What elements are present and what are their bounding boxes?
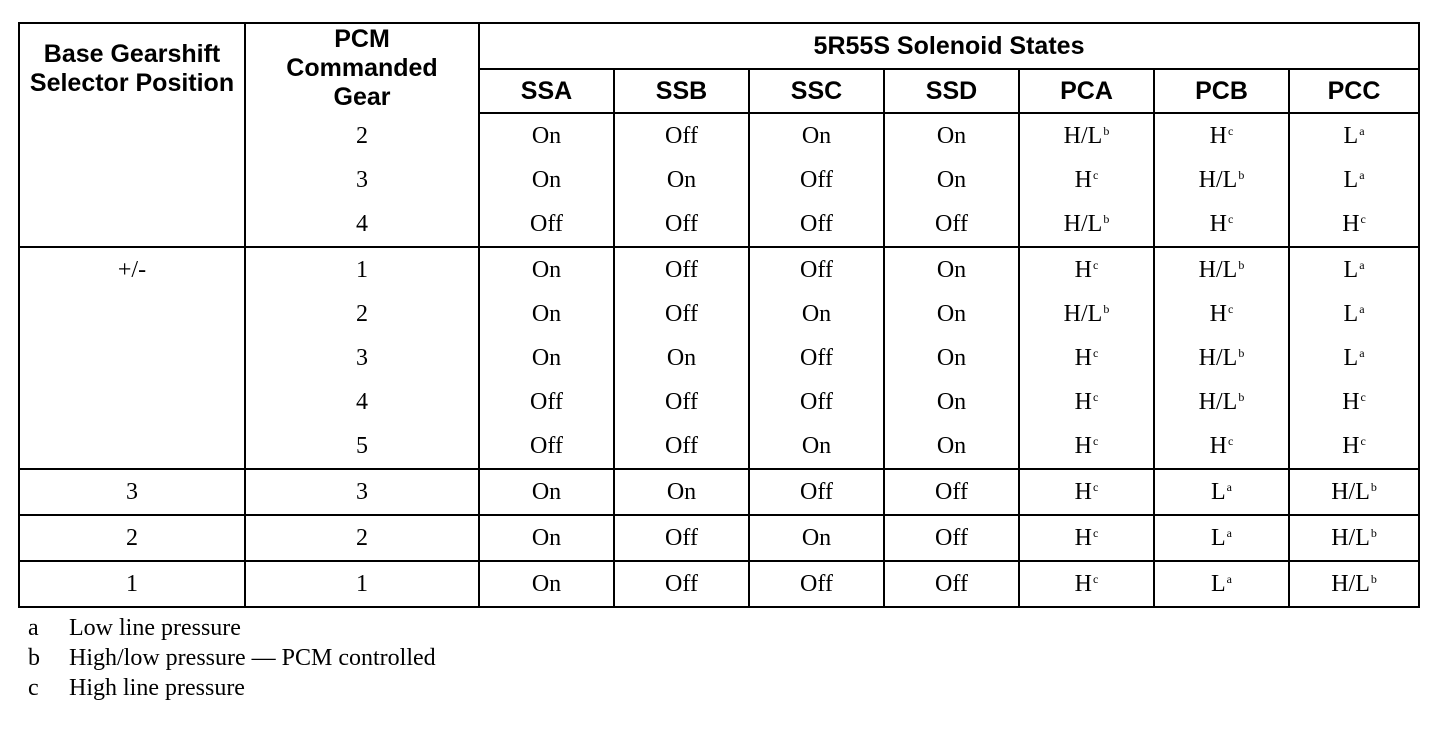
cell-ssd-state: On	[884, 424, 1019, 469]
footnote-marker: b	[1238, 258, 1245, 272]
cell-selector-position	[19, 113, 245, 158]
cell-commanded-gear: 2	[245, 292, 479, 336]
cell-ssc-state: On	[749, 515, 884, 561]
cell-ssa-state: On	[479, 469, 614, 515]
cell-ssd-state: On	[884, 113, 1019, 158]
cell-pcc-state: H$^c$	[1289, 202, 1419, 247]
table-row	[19, 113, 1419, 158]
cell-commanded-gear: 3	[245, 469, 479, 515]
header-ssa: SSA	[479, 69, 614, 113]
cell-ssb-state: Off	[614, 113, 749, 158]
cell-commanded-gear: 2	[245, 113, 479, 158]
cell-ssc-state: Off	[749, 469, 884, 515]
cell-ssa-state: Off	[479, 380, 614, 424]
cell-pcb-state: H$^c$	[1154, 113, 1289, 158]
cell-pcc-state: L$^a$	[1289, 292, 1419, 336]
footnote-text: High/low pressure — PCM controlled	[69, 645, 436, 671]
cell-pcb-state: H/L$^b$	[1154, 247, 1289, 292]
header-solenoid-states: 5R55S Solenoid States	[479, 23, 1419, 69]
table-row	[19, 469, 1419, 515]
cell-pcc-state: L$^a$	[1289, 247, 1419, 292]
cell-ssa-state: On	[479, 247, 614, 292]
cell-pca-state: H$^c$	[1019, 561, 1154, 607]
table-row	[19, 561, 1419, 607]
footnote-marker: c	[1093, 258, 1099, 272]
cell-pcc-state: H/L$^b$	[1289, 561, 1419, 607]
footnote-marker: a	[1226, 572, 1232, 586]
solenoid-states-table	[18, 22, 1420, 608]
footnote-marker: c	[1093, 346, 1099, 360]
footnote-marker: c	[1228, 124, 1234, 138]
cell-ssa-state: On	[479, 113, 614, 158]
table-row	[19, 380, 1419, 424]
cell-ssb-state: Off	[614, 380, 749, 424]
footnote-marker: c	[1360, 390, 1366, 404]
cell-ssd-state: On	[884, 336, 1019, 380]
cell-ssd-state: On	[884, 292, 1019, 336]
cell-ssc-state: Off	[749, 158, 884, 202]
cell-ssc-state: On	[749, 292, 884, 336]
cell-ssd-state: Off	[884, 561, 1019, 607]
cell-ssd-state: Off	[884, 202, 1019, 247]
cell-pcc-state: L$^a$	[1289, 336, 1419, 380]
footnote-marker: b	[1103, 124, 1110, 138]
footnote-item	[28, 673, 436, 703]
cell-commanded-gear: 3	[245, 158, 479, 202]
footnote-marker: a	[1226, 526, 1232, 540]
cell-pca-state: H/L$^b$	[1019, 202, 1154, 247]
cell-ssa-state: Off	[479, 424, 614, 469]
cell-ssb-state: On	[614, 158, 749, 202]
cell-selector-position	[19, 336, 245, 380]
footnote-marker: b	[1103, 302, 1110, 316]
cell-commanded-gear: 4	[245, 380, 479, 424]
cell-ssa-state: On	[479, 158, 614, 202]
footnote-marker: c	[1093, 390, 1099, 404]
footnote-marker: a	[1226, 480, 1232, 494]
cell-ssc-state: On	[749, 424, 884, 469]
cell-ssa-state: On	[479, 292, 614, 336]
cell-ssc-state: Off	[749, 380, 884, 424]
cell-ssb-state: Off	[614, 292, 749, 336]
cell-pcb-state: H$^c$	[1154, 292, 1289, 336]
cell-commanded-gear: 1	[245, 247, 479, 292]
header-ssc: SSC	[749, 69, 884, 113]
cell-ssd-state: On	[884, 380, 1019, 424]
cell-pca-state: H$^c$	[1019, 158, 1154, 202]
footnote-marker: b	[1370, 526, 1377, 540]
cell-selector-position	[19, 292, 245, 336]
table-row	[19, 292, 1419, 336]
footnote-marker: c	[1093, 572, 1099, 586]
table-row	[19, 424, 1419, 469]
table-body	[19, 113, 1419, 607]
footnote-marker: a	[1359, 258, 1365, 272]
footnotes	[28, 613, 436, 703]
header-selector-position: Base Gearshift Selector Position	[19, 23, 245, 113]
cell-selector-position: 3	[19, 469, 245, 515]
footnote-item	[28, 643, 436, 673]
cell-commanded-gear: 4	[245, 202, 479, 247]
cell-ssb-state: Off	[614, 202, 749, 247]
cell-pcb-state: H/L$^b$	[1154, 380, 1289, 424]
cell-ssd-state: On	[884, 158, 1019, 202]
cell-pcc-state: L$^a$	[1289, 158, 1419, 202]
cell-pca-state: H/L$^b$	[1019, 292, 1154, 336]
cell-pcb-state: H$^c$	[1154, 424, 1289, 469]
footnote-marker: a	[1359, 346, 1365, 360]
footnote-marker: c	[1228, 302, 1234, 316]
cell-ssc-state: Off	[749, 336, 884, 380]
footnote-marker: b	[1238, 390, 1245, 404]
footnote-key: c	[28, 675, 39, 701]
cell-pca-state: H/L$^b$	[1019, 113, 1154, 158]
cell-ssb-state: Off	[614, 424, 749, 469]
table-row	[19, 247, 1419, 292]
footnote-marker: c	[1360, 434, 1366, 448]
cell-pca-state: H$^c$	[1019, 515, 1154, 561]
cell-ssd-state: Off	[884, 515, 1019, 561]
cell-selector-position	[19, 202, 245, 247]
header-pca: PCA	[1019, 69, 1154, 113]
cell-pca-state: H$^c$	[1019, 336, 1154, 380]
footnote-marker: a	[1359, 124, 1365, 138]
cell-ssd-state: On	[884, 247, 1019, 292]
cell-ssa-state: On	[479, 515, 614, 561]
cell-pcc-state: H$^c$	[1289, 380, 1419, 424]
header-ssd: SSD	[884, 69, 1019, 113]
cell-ssc-state: Off	[749, 202, 884, 247]
cell-commanded-gear: 3	[245, 336, 479, 380]
cell-commanded-gear: 1	[245, 561, 479, 607]
header-commanded-gear: PCM Commanded Gear	[245, 23, 479, 113]
cell-ssb-state: Off	[614, 247, 749, 292]
cell-ssa-state: On	[479, 336, 614, 380]
cell-selector-position: +/-	[19, 247, 245, 292]
cell-selector-position	[19, 380, 245, 424]
cell-selector-position: 2	[19, 515, 245, 561]
cell-pcb-state: H/L$^b$	[1154, 158, 1289, 202]
cell-pca-state: H$^c$	[1019, 469, 1154, 515]
cell-ssc-state: Off	[749, 561, 884, 607]
table-row	[19, 202, 1419, 247]
footnote-marker: c	[1093, 526, 1099, 540]
cell-pcb-state: L$^a$	[1154, 515, 1289, 561]
cell-pca-state: H$^c$	[1019, 247, 1154, 292]
cell-pca-state: H$^c$	[1019, 424, 1154, 469]
footnote-text: Low line pressure	[69, 615, 241, 641]
footnote-text: High line pressure	[69, 675, 245, 701]
footnote-marker: c	[1360, 212, 1366, 226]
cell-ssb-state: Off	[614, 561, 749, 607]
cell-selector-position: 1	[19, 561, 245, 607]
cell-pcc-state: H/L$^b$	[1289, 469, 1419, 515]
cell-selector-position	[19, 424, 245, 469]
footnote-marker: b	[1370, 480, 1377, 494]
cell-pcc-state: H/L$^b$	[1289, 515, 1419, 561]
footnote-marker: b	[1370, 572, 1377, 586]
table-row	[19, 158, 1419, 202]
cell-ssb-state: On	[614, 469, 749, 515]
header-ssb: SSB	[614, 69, 749, 113]
header-pcc: PCC	[1289, 69, 1419, 113]
header-pcb: PCB	[1154, 69, 1289, 113]
cell-ssb-state: On	[614, 336, 749, 380]
footnote-marker: c	[1093, 480, 1099, 494]
cell-ssc-state: On	[749, 113, 884, 158]
footnote-marker: c	[1093, 434, 1099, 448]
cell-ssa-state: Off	[479, 202, 614, 247]
cell-selector-position	[19, 158, 245, 202]
cell-pcb-state: L$^a$	[1154, 561, 1289, 607]
footnote-item	[28, 613, 436, 643]
cell-pcc-state: H$^c$	[1289, 424, 1419, 469]
footnote-marker: a	[1359, 168, 1365, 182]
footnote-marker: c	[1228, 434, 1234, 448]
table-row	[19, 515, 1419, 561]
footnote-marker: b	[1238, 168, 1245, 182]
cell-ssa-state: On	[479, 561, 614, 607]
cell-pcb-state: H$^c$	[1154, 202, 1289, 247]
footnote-key: a	[28, 615, 39, 641]
cell-ssb-state: Off	[614, 515, 749, 561]
footnote-key: b	[28, 645, 40, 671]
cell-ssd-state: Off	[884, 469, 1019, 515]
footnote-marker: c	[1093, 168, 1099, 182]
cell-commanded-gear: 5	[245, 424, 479, 469]
footnote-marker: b	[1103, 212, 1110, 226]
footnote-marker: b	[1238, 346, 1245, 360]
cell-pcb-state: H/L$^b$	[1154, 336, 1289, 380]
cell-pcb-state: L$^a$	[1154, 469, 1289, 515]
cell-pcc-state: L$^a$	[1289, 113, 1419, 158]
cell-ssc-state: Off	[749, 247, 884, 292]
cell-commanded-gear: 2	[245, 515, 479, 561]
footnote-marker: c	[1228, 212, 1234, 226]
footnote-marker: a	[1359, 302, 1365, 316]
table-row	[19, 336, 1419, 380]
cell-pca-state: H$^c$	[1019, 380, 1154, 424]
